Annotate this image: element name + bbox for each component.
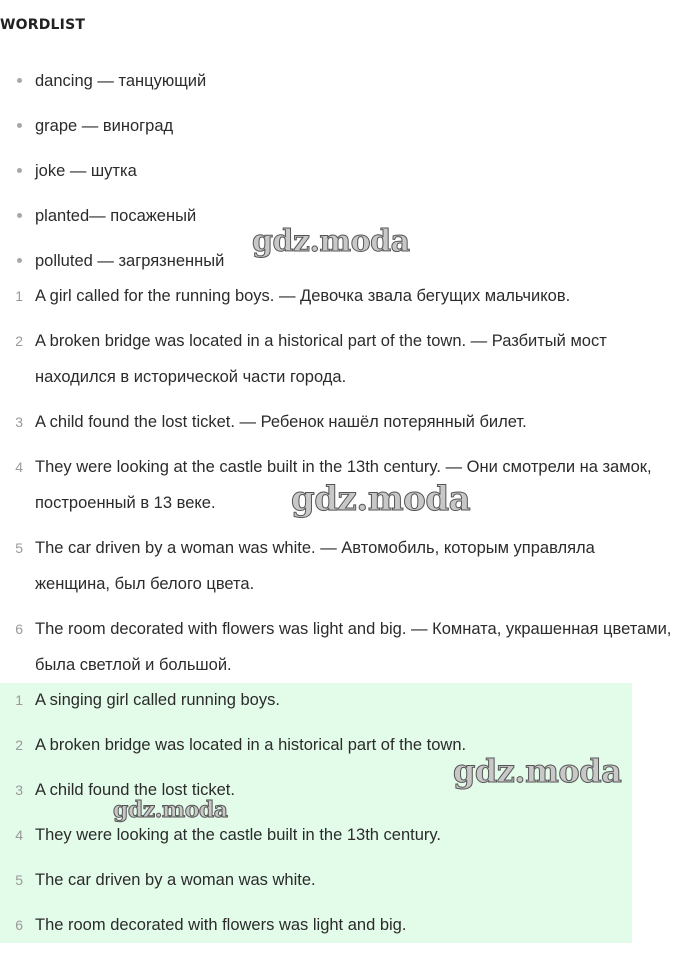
bullet-icon xyxy=(17,258,22,263)
translation-item xyxy=(0,404,672,440)
wordlist-item xyxy=(0,63,672,99)
item-number: 5 xyxy=(15,872,23,888)
translation-item xyxy=(0,323,672,395)
item-number: 5 xyxy=(15,540,23,556)
watermark-logo: gdz.moda xyxy=(291,479,471,519)
answers-block xyxy=(0,683,632,943)
wordlist-item-text: grape — виноград xyxy=(35,117,174,135)
translation-item xyxy=(0,530,672,602)
answer-item xyxy=(0,817,672,853)
answer-item xyxy=(0,682,672,718)
translation-item xyxy=(0,278,672,314)
bullet-icon xyxy=(17,123,22,128)
bullet-icon xyxy=(17,78,22,83)
item-number: 2 xyxy=(15,333,23,349)
answer-text: The room decorated with flowers was light and big. xyxy=(35,916,407,934)
wordlist-item xyxy=(0,108,672,144)
item-number: 6 xyxy=(15,917,23,933)
answer-text: A broken bridge was located in a historical part of the town. xyxy=(35,736,467,754)
item-number: 2 xyxy=(15,737,23,753)
item-number: 3 xyxy=(15,414,23,430)
answer-text: The car driven by a woman was white. xyxy=(35,871,316,889)
bullet-icon xyxy=(17,213,22,218)
translation-text: They were looking at the castle built in the 13th century. — Они смотрели на замок, построенный в 13 веке. xyxy=(35,458,652,512)
answer-text: A singing girl called running boys. xyxy=(35,691,280,709)
wordlist-item-text: joke — шутка xyxy=(35,162,137,180)
watermark-logo: gdz.moda xyxy=(252,224,410,259)
translation-text: The room decorated with flowers was light and big. — Комната, украшенная цветами, была светлой и большой. xyxy=(35,620,672,674)
translation-text: A broken bridge was located in a historical part of the town. — Разбитый мост находился в исторической части города. xyxy=(35,332,607,386)
translation-item xyxy=(0,611,672,683)
watermark-logo: gdz.moda xyxy=(113,797,228,823)
item-number: 4 xyxy=(15,459,23,475)
answer-text: A child found the lost ticket. xyxy=(35,781,235,799)
wordlist-item-text: polluted — загрязненный xyxy=(35,252,225,270)
answer-item xyxy=(0,862,672,898)
translation-text: A child found the lost ticket. — Ребенок нашёл потерянный билет. xyxy=(35,413,527,431)
item-number: 1 xyxy=(15,288,23,304)
item-number: 1 xyxy=(15,692,23,708)
item-number: 6 xyxy=(15,621,23,637)
wordlist-item-text: dancing — танцующий xyxy=(35,72,207,90)
watermark-logo: gdz.moda xyxy=(453,752,622,790)
answer-item xyxy=(0,907,672,943)
item-number: 3 xyxy=(15,782,23,798)
translation-text: The car driven by a woman was white. — Автомобиль, которым управляла женщина, был белого цвета. xyxy=(35,539,595,593)
wordlist-item-text: planted— посаженый xyxy=(35,207,197,225)
wordlist-item xyxy=(0,153,672,189)
bullet-icon xyxy=(17,168,22,173)
item-number: 4 xyxy=(15,827,23,843)
wordlist-title: WORDLIST xyxy=(0,17,86,33)
translation-text: A girl called for the running boys. — Девочка звала бегущих мальчиков. xyxy=(35,287,571,305)
answer-text: They were looking at the castle built in the 13th century. xyxy=(35,826,442,844)
